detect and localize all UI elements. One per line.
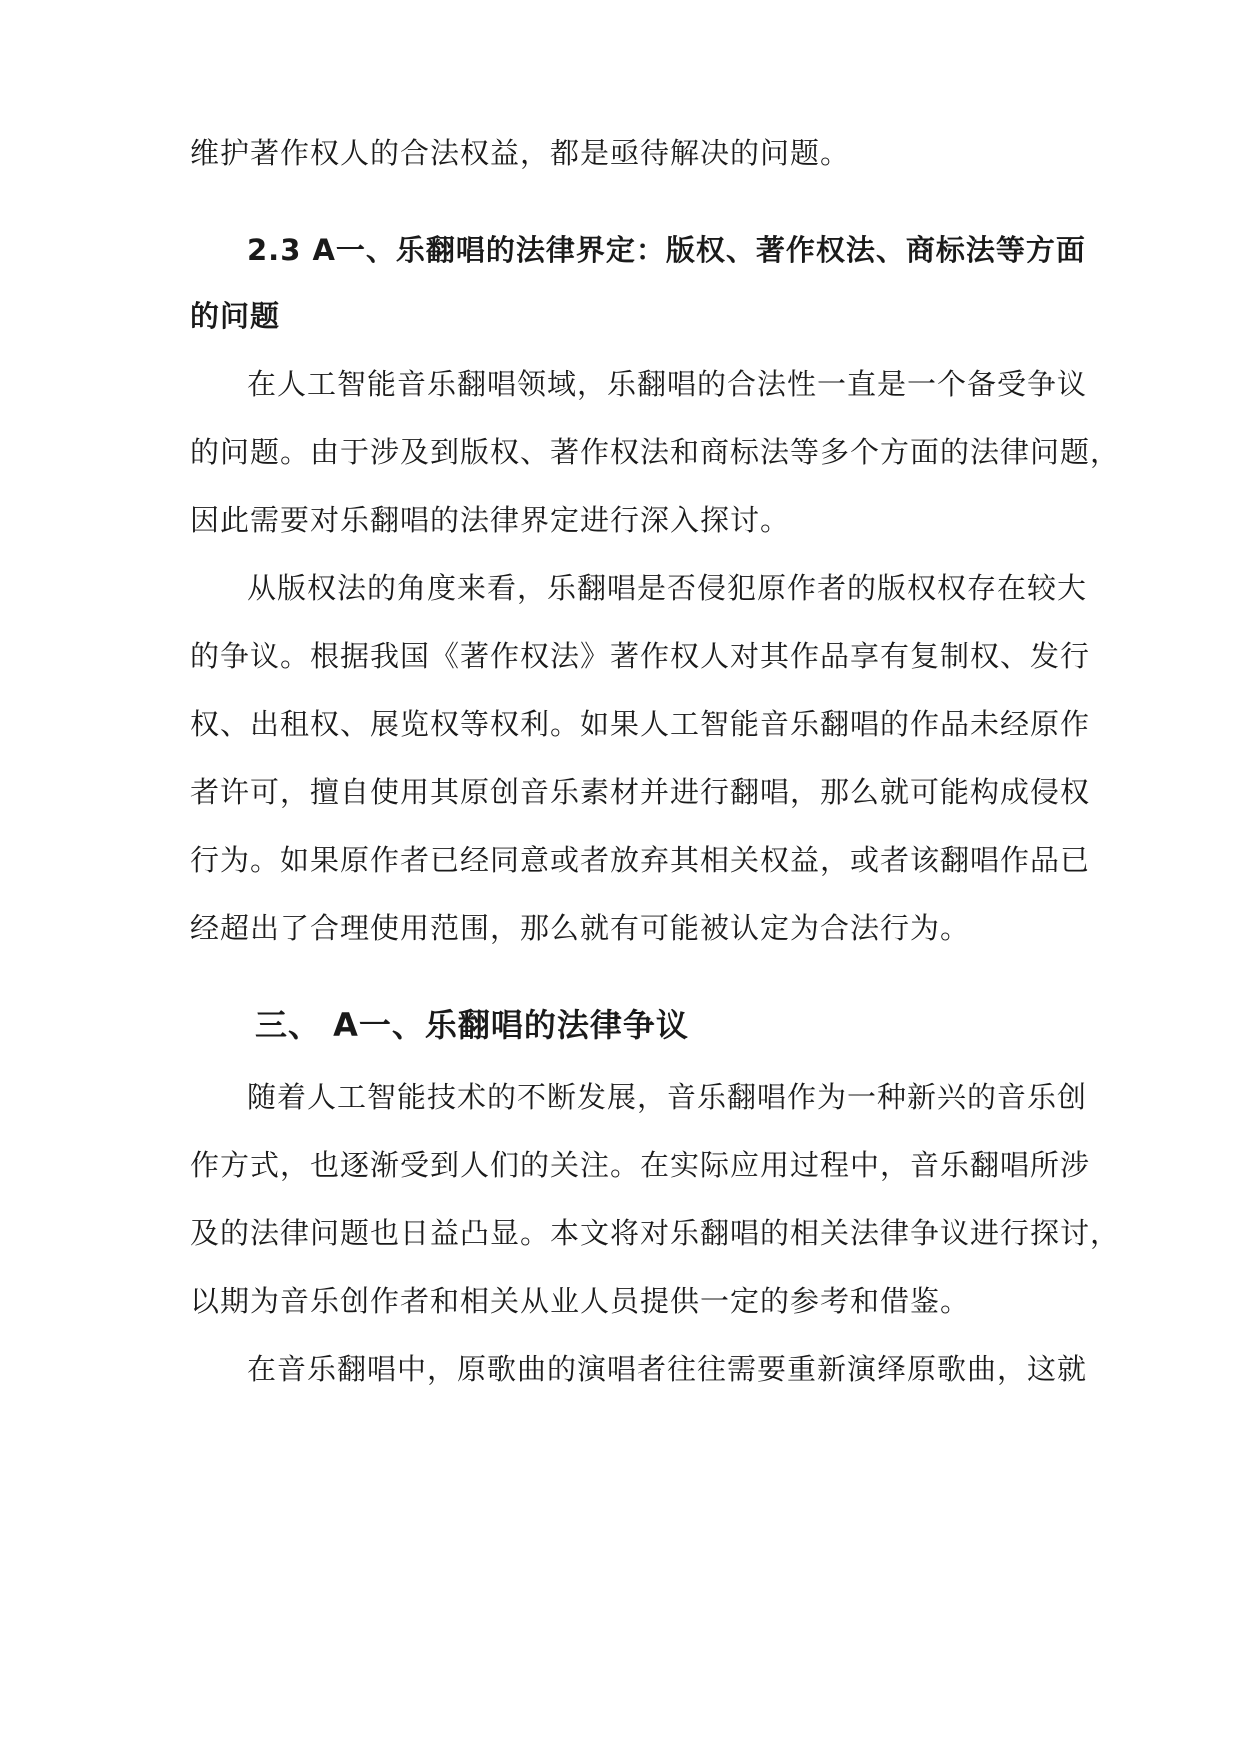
paragraph-3-line-4: 以期为音乐创作者和相关从业人员提供一定的参考和借鉴。 bbox=[190, 1284, 971, 1318]
paragraph-2-line-2: 的争议。根据我国《著作权法》著作权人对其作品享有复制权、发行 bbox=[190, 639, 1091, 673]
paragraph-3-line-3: 及的法律问题也日益凸显。本文将对乐翻唱的相关法律争议进行探讨， bbox=[190, 1216, 1121, 1250]
paragraph-line-continuation: 维护著作权人的合法权益，都是亟待解决的问题。 bbox=[190, 136, 851, 170]
chapter-heading-3: 三、 A一、乐翻唱的法律争议 bbox=[255, 1006, 689, 1044]
section-heading-2-3-line-2: 的问题 bbox=[190, 299, 281, 333]
paragraph-2-line-1: 从版权法的角度来看，乐翻唱是否侵犯原作者的版权权存在较大 bbox=[247, 571, 1088, 605]
section-heading-2-3-line-1: 2.3 A一、乐翻唱的法律界定：版权、著作权法、商标法等方面 bbox=[247, 233, 1086, 267]
paragraph-2-line-6: 经超出了合理使用范围，那么就有可能被认定为合法行为。 bbox=[190, 911, 971, 945]
paragraph-3-line-1: 随着人工智能技术的不断发展，音乐翻唱作为一种新兴的音乐创 bbox=[247, 1080, 1088, 1114]
paragraph-2-line-3: 权、出租权、展览权等权利。如果人工智能音乐翻唱的作品未经原作 bbox=[190, 707, 1091, 741]
paragraph-1-line-1: 在人工智能音乐翻唱领域，乐翻唱的合法性一直是一个备受争议 bbox=[247, 367, 1088, 401]
paragraph-1-line-2: 的问题。由于涉及到版权、著作权法和商标法等多个方面的法律问题， bbox=[190, 435, 1121, 469]
paragraph-3-line-2: 作方式，也逐渐受到人们的关注。在实际应用过程中，音乐翻唱所涉 bbox=[190, 1148, 1091, 1182]
paragraph-2-line-4: 者许可，擅自使用其原创音乐素材并进行翻唱，那么就可能构成侵权 bbox=[190, 775, 1091, 809]
paragraph-4-line-1: 在音乐翻唱中，原歌曲的演唱者往往需要重新演绎原歌曲，这就 bbox=[247, 1352, 1088, 1386]
paragraph-2-line-5: 行为。如果原作者已经同意或者放弃其相关权益，或者该翻唱作品已 bbox=[190, 843, 1091, 877]
paragraph-1-line-3: 因此需要对乐翻唱的法律界定进行深入探讨。 bbox=[190, 503, 791, 537]
